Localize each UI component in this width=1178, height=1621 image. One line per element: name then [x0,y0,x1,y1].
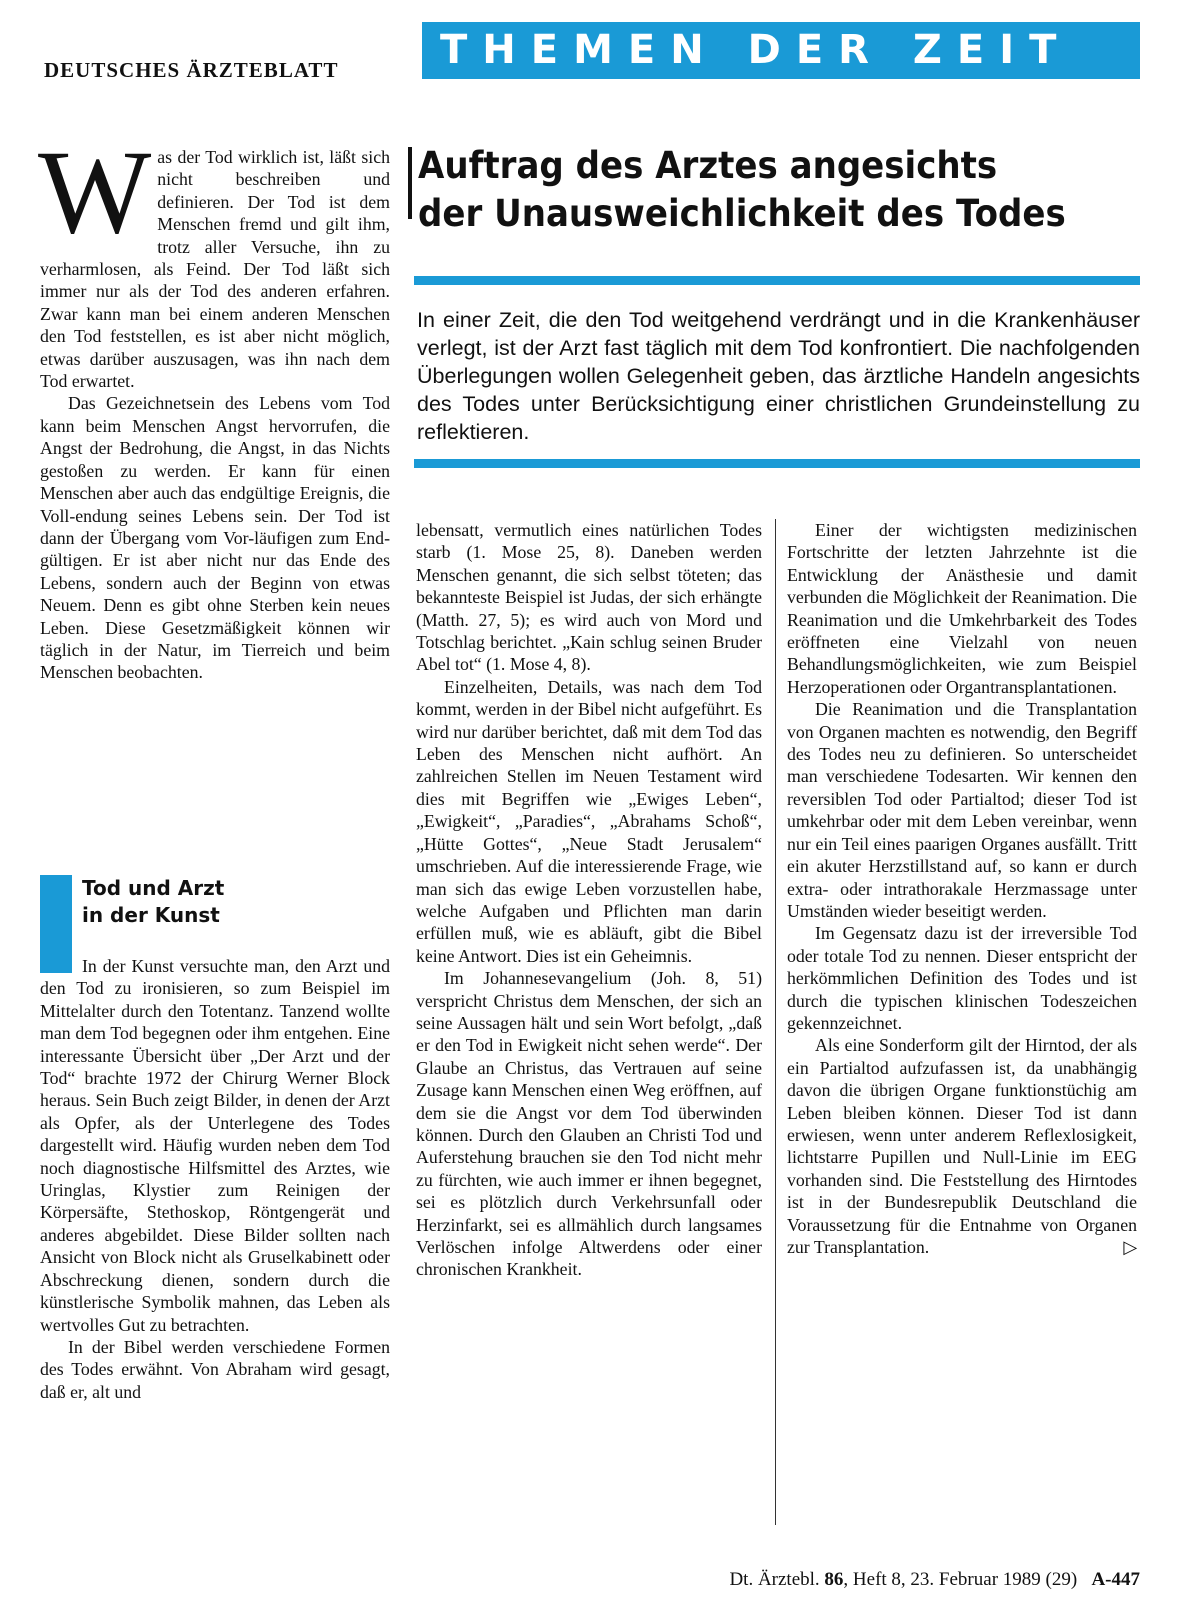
journal-name: DEUTSCHES ÄRZTEBLATT [44,58,339,82]
page-number: 447 [1111,1569,1140,1590]
paragraph: In der Bibel werden verschiedene Formen des Todes erwähnt. Von Abraham wird gesagt, daß er, alt und [40,1336,390,1402]
paragraph: Einzelheiten, Details, was nach dem Tod kommt, werden in der Bibel nicht aufgeführt. Es wird nur darüber berichtet, daß mit dem Tod das Leben des Menschen nicht aufhört. An zahlreichen Stellen im Neuen Testament wird dies mit Begriffen wie „Ewiges Leben“, „Ewigkeit“, „Paradies“, „Abrahams Schoß“, „Hütte Gottes“, „Neue Stadt Jerusalem“ umschrieben. Auf die interessierende Frage, wie man sich das ewige Leben vorzustellen habe, welche Aufgaben und Pflichten man darin erfüllen muß, wie es abläuft, gibt die Bibel keine Antwort. Dies ist ein Geheimnis. [416,676,762,966]
title-line: Auftrag des Arztes angesichts [418,144,998,187]
paragraph: Einer der wichtigsten medizinischen Fortschritte der letzten Jahrzehnte ist die Entwicklung der Anästhesie und damit verbunden die Möglichkeit der Reanimation. Die Reanimation und die Umkehrbarkeit des Todes eröffneten eine Vielzahl von neuen Behandlungsmöglichkeiten, wie zum Beispiel Herzoperationen oder Organtransplantationen. [787,520,1137,697]
sidebar-title-line: Tod und Arzt [82,876,225,900]
lead-top-rule [414,276,1140,285]
lead-bottom-rule [414,459,1140,468]
column-1 [38,125,390,684]
drop-cap: W [38,125,152,258]
paragraph-text: Als eine Sonderform gilt der Hirntod, der als ein Partialtod aufzufassen ist, da unabhängig davon die übrigen Organe funktionstüchig am Leben bleiben können. Dieser Tod ist dann erwiesen, wenn unter anderem Reflexlosigkeit, lichtstarre Pupillen und Null-Linie im EEG vorhanden sind. Die Feststellung des Hirntodes ist in der Bundesrepublik Deutschland die Voraussetzung für die Entnahme von Organen zur Transplantation. [787,1035,1137,1257]
citation-prefix: Dt. Ärztebl. [729,1569,825,1590]
paragraph [787,1034,1137,1258]
paragraph: Im Gegensatz dazu ist der irreversible Tod oder totale Tod zu nennen. Dieser entspricht der herkömmlichen Definition des Todes und ist durch die typischen klinischen Todeszeichen gekennzeichnet. [787,923,1137,1033]
paragraph: lebensatt, vermutlich eines natürlichen Todes starb (1. Mose 25, 8). Daneben werden Menschen genannt, die sich selbst töteten; das bekannteste Beispiel ist Judas, der sich erhängte (Matth. 27, 5); es wird auch von Mord und Totschlag berichtet. „Kain schlug seinen Bruder Abel tot“ (1. Mose 4, 8). [416,520,762,675]
citation-rest: , Heft 8, 23. Februar 1989 (29) [843,1569,1078,1590]
page-prefix: A- [1091,1569,1112,1590]
sidebar-body [40,955,390,1403]
column-3 [787,519,1137,1258]
sidebar-title [82,875,224,929]
paragraph: Die Reanimation und die Transplantation von Organen machten es notwendig, den Begriff des Todes neu zu definieren. So unterscheidet man verschiedene Todesarten. Wir kennen den reversiblen Tod oder Partialtod; dieser Tod ist umkehrbar oder mit dem Leben vereinbar, wenn nur ein Teil eines paarigen Organes ausfällt. Tritt ein akuter Herzstillstand auf, so kann er durch extra- oder intrathorakale Herzmassage unter Umständen wieder beseitigt werden. [787,699,1137,921]
article-title [418,142,1082,238]
section-banner: THEMEN DER ZEIT [422,22,1140,79]
paragraph: Im Johannesevangelium (Joh. 8, 51) verspricht Christus dem Menschen, der sich an seine Aussagen hält und sein Wort befolgt, „daß er den Tod in Ewigkeit nicht sehen werde“. Der Glaube an Christus, das Vertrauen auf seine Zusage kann Menschen einen Weg eröffnen, auf dem sie die Angst vor dem Tod überwinden können. Durch den Glauben an Christi Tod und Auferstehung brauchen sie den Tod nicht mehr zu fürchten, wie auch immer er ihnen begegnet, sei es plötzlich durch Verkehrsunfall oder Herzinfarkt, sei es allmählich durch langsames Verlöschen infolge Altwerdens oder einer chronischen Krankheit. [416,968,762,1280]
paragraph: In der Kunst versuchte man, den Arzt und den Tod zu ironisieren, so zum Beispiel im Mittelalter durch den Totentanz. Tanzend wollte man dem Tod begegnen oder ihm entgehen. Eine interessante Übersicht über „Der Arzt und der Tod“ brachte 1972 der Chirurg Werner Block heraus. Sein Buch zeigt Bilder, in denen der Arzt als Opfer, als der Unterlegene des Todes dargestellt wird. Häufig wurden neben dem Tod noch diagnostische Hilfsmittel des Arztes, wie Uringlas, Klystier zum Reinigen der Körpersäfte, Stethoskop, Röntgengerät und anderes abgebildet. Diese Bilder sollten nach Ansicht von Block nicht als Gruselkabinett oder Abschreckung dienen, sondern durch die künstlerische Symbolik mahnen, das Leben als wertvolles Gut zu betrachten. [40,956,390,1335]
paragraph: as der Tod wirklich ist, läßt sich nicht beschreiben und definieren. Der Tod ist dem Menschen fremd und gilt ihm, trotz aller Versuche, ihn zu verharmlosen, als Feind. Der Tod läßt sich immer nur als der Tod des anderen erfahren. Zwar kann man bei einem anderen Menschen den Tod feststellen, es ist aber nicht möglich, etwas darüber auszusagen, was ihn nach dem Tod erwartet. [40,147,390,392]
page-footer [628,1569,1140,1591]
lead-paragraph: In einer Zeit, die den Tod weitgehend verdrängt und in die Krankenhäuser verlegt, ist der Arzt fast täglich mit dem Tod konfrontiert. Die nachfolgenden Überlegungen wollen Gelegenheit geben, das ärztliche Handeln angesichts des Todes unter Berücksichtigung einer christlichen Grundeinstellung zu reflektieren. [417,308,1140,444]
paragraph: Das Gezeichnetsein des Lebens vom Tod kann beim Menschen Angst hervorrufen, die Angst der Bedrohung, die Angst, in das Nichts gestoßen zu werden. Er kann für einen Menschen aber auch das endgültige Ereignis, die Voll-endung seines Lebens sein. Der Tod ist dann der Übergang vom Vor-läufigen zum End-gültigen. Er ist aber nicht nur das Ende des Lebens, sondern auch der Beginn von etwas Neuem. Denn es gibt ohne Sterben kein neues Leben. Diese Gesetzmäßigkeit können wir täglich in der Natur, im Tierreich und beim Menschen beobachten. [40,393,390,683]
column-divider [775,519,776,1525]
sidebar-title-line: in der Kunst [82,903,220,927]
column-2 [416,519,762,1281]
continue-arrow-icon: ▷ [1123,1237,1137,1257]
title-line: der Unausweichlichkeit des Todes [418,192,1066,235]
headline-rule [408,147,412,219]
volume: 86 [824,1569,844,1590]
